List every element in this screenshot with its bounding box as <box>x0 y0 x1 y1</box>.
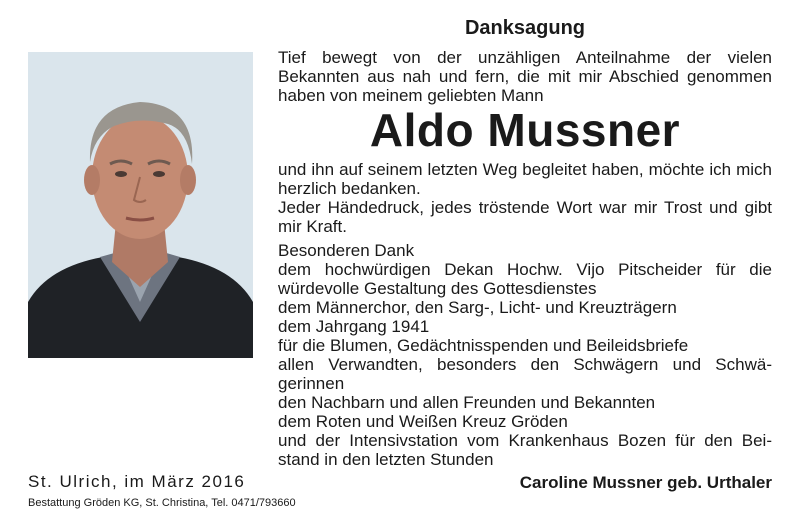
thanks-item: stand in den letzten Stunden <box>278 450 494 469</box>
thanks-item: und der Intensivstation vom Krankenhaus Bozen für den Bei- <box>278 431 772 450</box>
portrait-photo <box>28 52 253 358</box>
thanks-item: den Nachbarn und allen Freunden und Bekannten <box>278 393 656 412</box>
thanks-item: allen Verwandten, besonders den Schwägern und Schwä- <box>278 355 772 374</box>
thanks-item: dem Jahrgang 1941 <box>278 317 430 336</box>
body-text-2: Jeder Händedruck, jedes tröstende Wort war mir Trost und gibt mir Kraft. <box>278 198 772 236</box>
signature: Caroline Mussner geb. Urthaler <box>519 473 772 492</box>
body-paragraphs <box>278 160 772 236</box>
portrait-illustration <box>28 52 253 358</box>
thanks-list <box>278 241 772 469</box>
intro-paragraph <box>278 48 772 105</box>
body-text-1: und ihn auf seinem letzten Weg begleitet haben, möchte ich mich herzlich bedanken. <box>278 160 772 198</box>
thanks-item: dem Roten und Weißen Kreuz Gröden <box>278 412 568 431</box>
thanks-item: würdevolle Gestaltung des Gottesdienstes <box>278 279 597 298</box>
thanks-item: dem Männerchor, den Sarg-, Licht- und Kreuzträgern <box>278 298 677 317</box>
thanks-item: gerinnen <box>278 374 345 393</box>
thanks-heading: Besonderen Dank <box>278 241 415 260</box>
place-date: St. Ulrich, im März 2016 <box>28 472 246 491</box>
page-title: Danksagung <box>464 17 586 39</box>
undertaker-info: Bestattung Gröden KG, St. Christina, Tel. 0471/793660 <box>28 497 296 509</box>
deceased-name: Aldo Mussner <box>369 104 681 156</box>
thanks-item: dem hochwürdigen Dekan Hochw. Vijo Pitscheider für die <box>278 260 772 279</box>
thanks-item: für die Blumen, Gedächtnisspenden und Beileidsbriefe <box>278 336 689 355</box>
intro-text: Tief bewegt von der unzähligen Anteilnahme der vielen Bekannten aus nah und fern, die mit mir Abschied genommen haben von meinem geliebten Mann <box>278 48 772 105</box>
